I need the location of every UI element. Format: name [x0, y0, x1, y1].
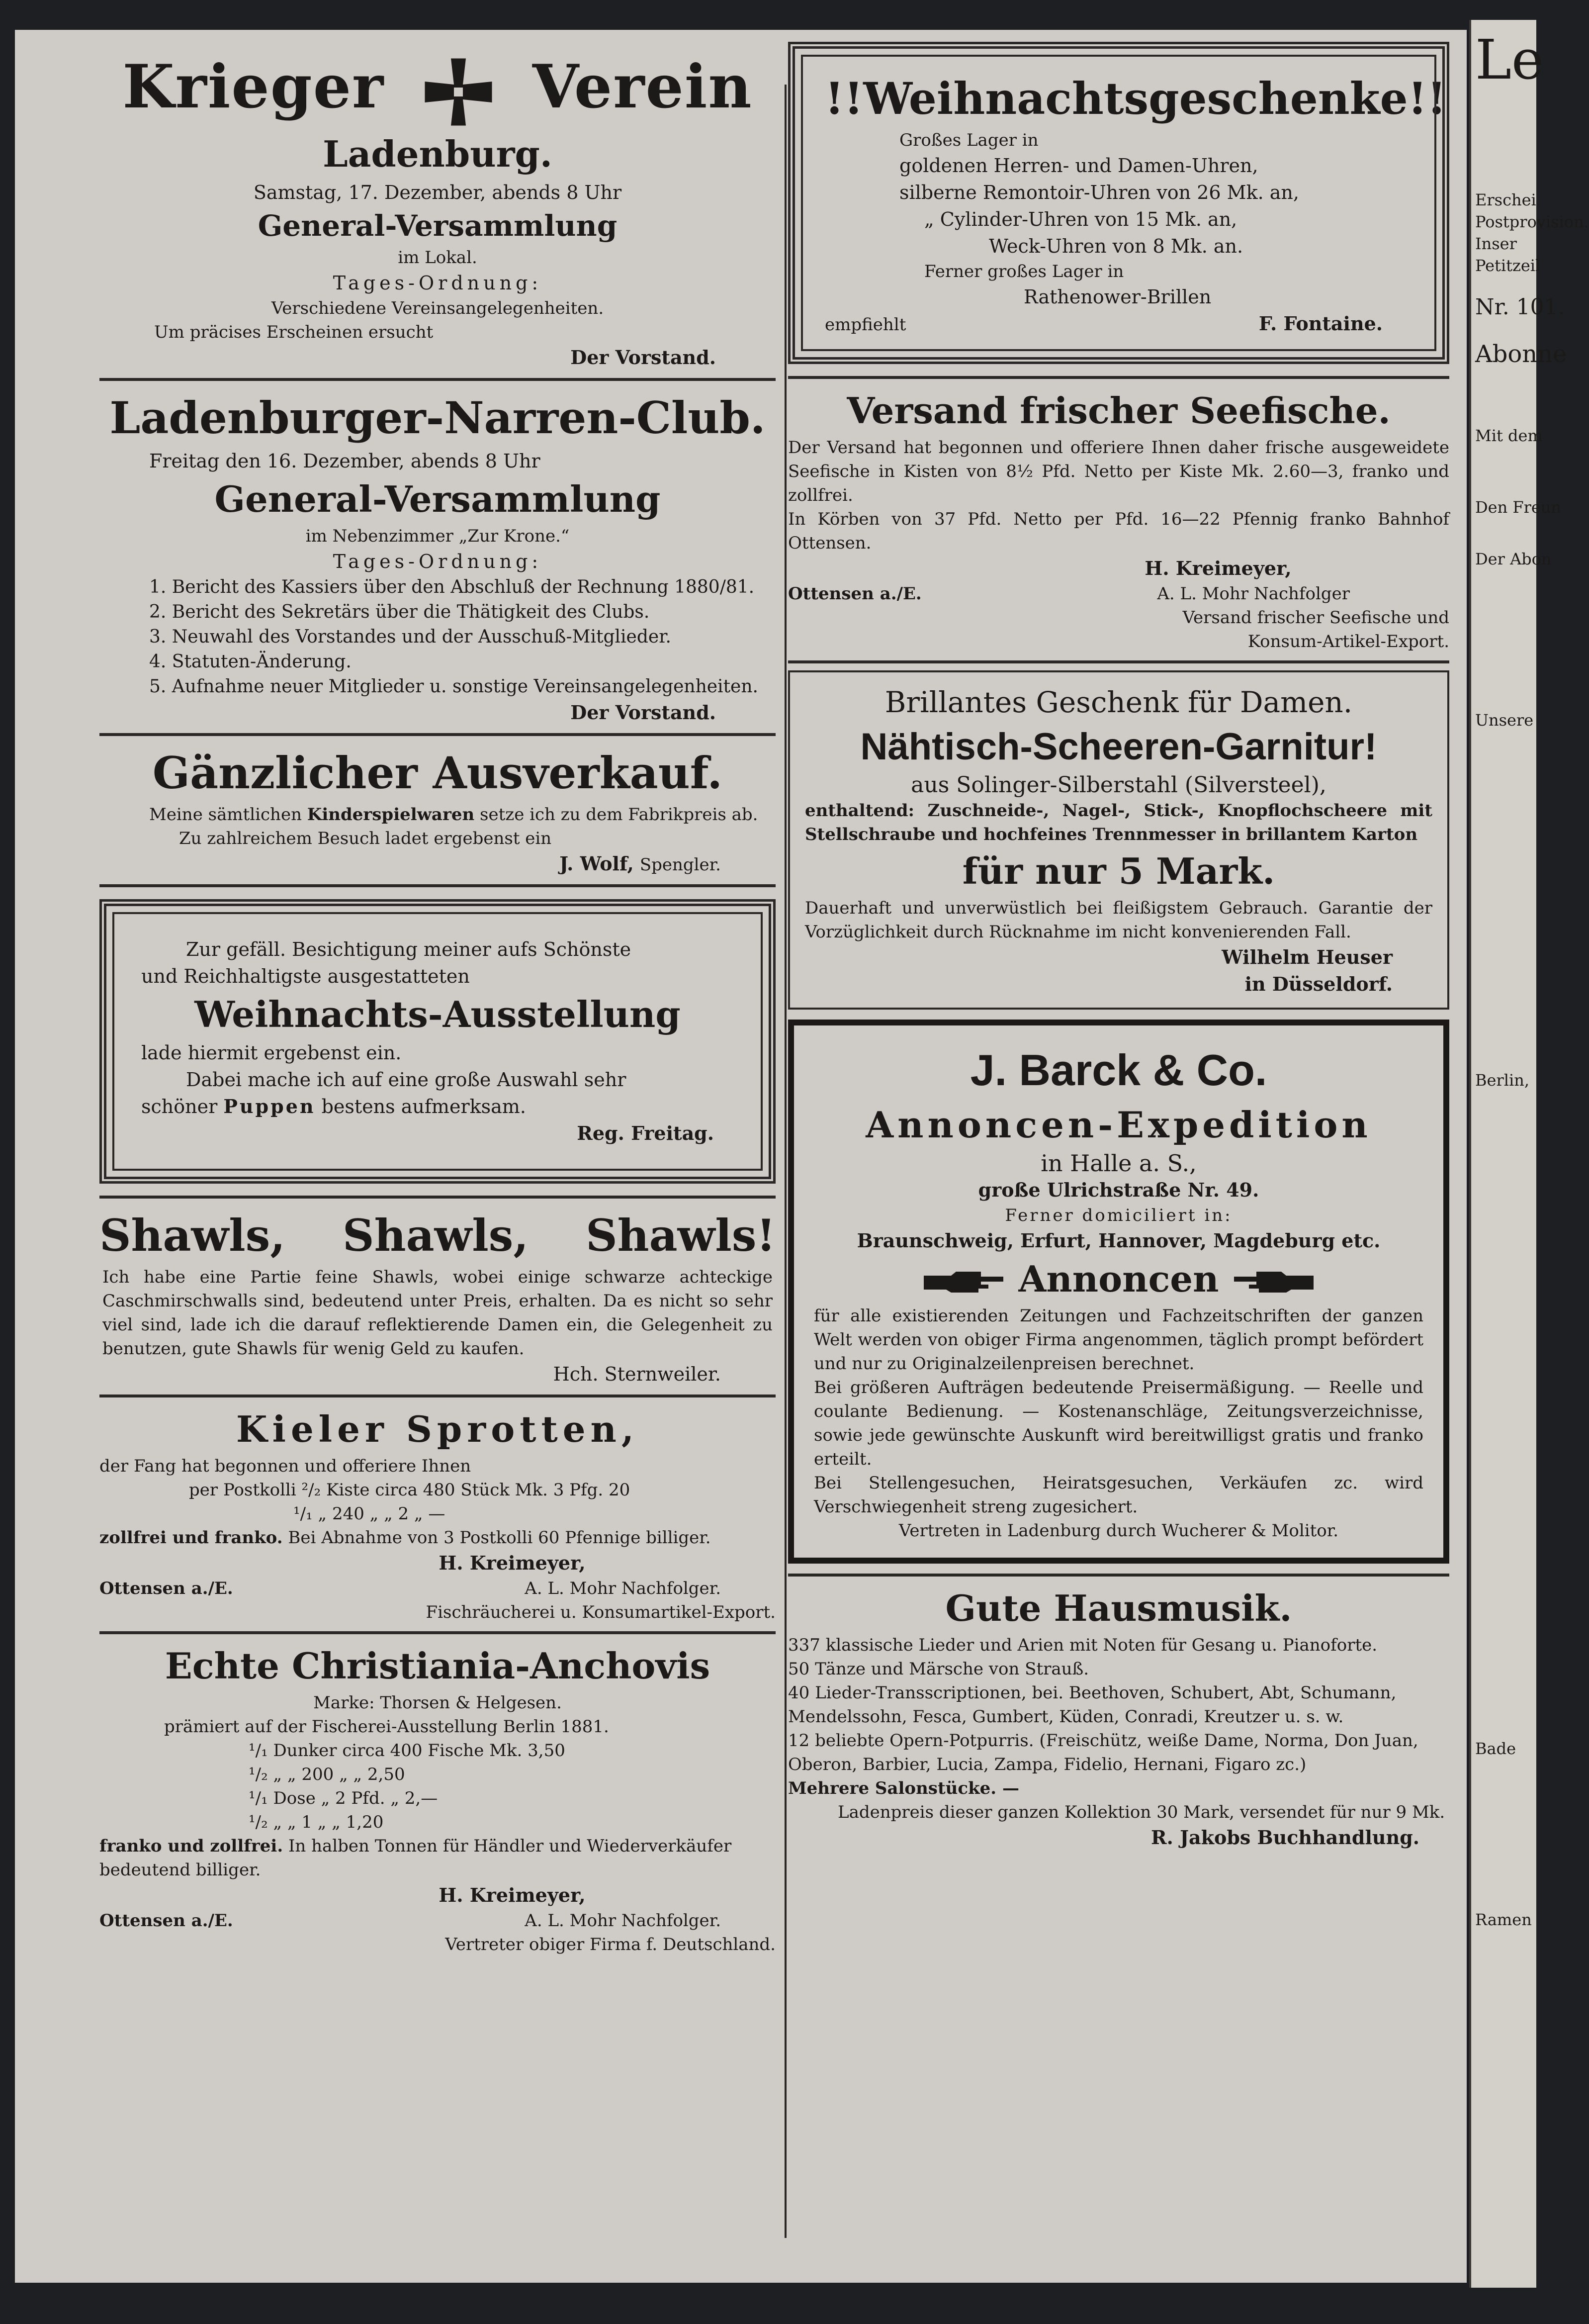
- adjacent-page-edge: [1469, 20, 1589, 2288]
- barck-branches: Braunschweig, Erfurt, Hannover, Magdeburg etc.: [857, 1229, 1381, 1252]
- hausmusik-item: 40 Lieder-Transscriptionen, bei. Beethoven, Schubert, Abt, Schumann, Mendelssohn, Fesca, Gumbert, Küden, Conradi, Kreutzer u. s. w.: [788, 1683, 1397, 1727]
- divider: [99, 733, 776, 736]
- weihnachts-line-3: lade hiermit ergebenst ein.: [141, 1041, 402, 1064]
- shawls-word: Shawls,: [343, 1209, 529, 1261]
- ad-hausmusik: [788, 1583, 1449, 1851]
- hausmusik-item: 337 klassische Lieder und Arien mit Noten für Gesang u. Pianoforte.: [788, 1635, 1378, 1655]
- hausmusik-signature: R. Jakobs Buchhandlung.: [1151, 1826, 1419, 1849]
- weihnachts-line-2: und Reichhaltigste ausgestatteten: [141, 965, 470, 987]
- ausverkauf-text-3: Zu zahlreichem Besuch ladet ergebenst ein: [179, 828, 552, 848]
- anchovis-sig-name: H. Kreimeyer,: [439, 1883, 586, 1906]
- list-item: 5. Aufnahme neuer Mitglieder u. sonstige Vereinsangelegenheiten.: [149, 676, 758, 697]
- weihnachts-signature: Reg. Freitag.: [577, 1121, 714, 1144]
- sprotten-place: Ottensen a./E.: [99, 1578, 233, 1598]
- weihnachts-line-5a: schöner: [141, 1095, 218, 1117]
- ausverkauf-text-2: setze ich zu dem Fabrikpreis ab.: [480, 804, 758, 825]
- edge-fragment: Der Abon: [1475, 550, 1552, 568]
- scheeren-sig-place: in Düsseldorf.: [1244, 973, 1393, 995]
- ad-narren-club: [99, 388, 776, 726]
- divider: [788, 1574, 1449, 1577]
- narren-event: General-Versammlung: [214, 477, 661, 520]
- seefische-text: Der Versand hat begonnen und offeriere Ihnen daher frische ausgeweidete Seefische in Kisten von 8½ Pfd. Netto per Kiste Mk. 2.60—3, franko und zollfrei.: [788, 438, 1449, 505]
- seefische-text-2: In Körben von 37 Pfd. Netto per Pfd. 16—22 Pfennig franko Bahnhof Ottensen.: [788, 509, 1449, 553]
- hausmusik-item: 50 Tänze und Märsche von Strauß.: [788, 1659, 1089, 1679]
- krieger-signature: Der Vorstand.: [570, 346, 716, 369]
- anchovis-terms-a: franko und zollfrei.: [99, 1836, 283, 1856]
- barck-banner-row: [814, 1254, 1423, 1304]
- narren-location: im Nebenzimmer „Zur Krone.“: [305, 526, 570, 546]
- anchovis-sig-row: [99, 1909, 776, 1933]
- krieger-place: Ladenburg.: [323, 132, 552, 175]
- sprotten-line-1: der Fang hat begonnen und offeriere Ihnen: [99, 1456, 471, 1476]
- anchovis-price: ¹/₂ „ „ 200 „ „ 2,50: [249, 1764, 405, 1784]
- narren-agenda-label: Tages-Ordnung:: [333, 550, 542, 572]
- krieger-location: im Lokal.: [398, 247, 477, 268]
- shawls-signature: Hch. Sternweiler.: [553, 1363, 721, 1385]
- right-column: [788, 30, 1449, 1851]
- anchovis-price: ¹/₁ Dose „ 2 Pfd. „ 2,—: [249, 1788, 438, 1808]
- barck-text-4: Vertreten in Ladenburg durch Wucherer & Molitor.: [898, 1521, 1339, 1541]
- edge-fragment: Berlin,: [1475, 1071, 1529, 1090]
- seefische-sig-trade: Versand frischer Seefische und Konsum-Artikel-Export.: [1182, 608, 1449, 651]
- weihnachts-line-5: [141, 1093, 734, 1120]
- scheeren-price: für nur 5 Mark.: [962, 850, 1275, 892]
- sprotten-line-4a: zollfrei und franko.: [99, 1527, 283, 1548]
- sprotten-line-4: [99, 1526, 776, 1550]
- ausverkauf-signature: J. Wolf,: [559, 852, 634, 875]
- left-column: [99, 30, 776, 1956]
- divider: [99, 378, 776, 381]
- scheeren-title: Nähtisch-Scheeren-Garnitur!: [860, 726, 1377, 768]
- barck-text-2: Bei größeren Aufträgen bedeutende Preisermäßigung. — Reelle und coulante Bedienung. — Kostenanschläge, Zeitungsverzeichnisse, sowie jede gewünschte Auskunft wird bereitwilligst gratis und franko erteilt.: [814, 1378, 1423, 1469]
- iron-cross-icon: [421, 55, 496, 129]
- anchovis-terms: [99, 1834, 776, 1882]
- scheeren-subtitle: aus Solinger-Silberstahl (Silversteel),: [911, 772, 1326, 798]
- divider: [99, 1631, 776, 1634]
- geschenke-sig-row: [825, 310, 1412, 337]
- krieger-title-right: Verein: [532, 52, 753, 122]
- barck-text-3: Bei Stellengesuchen, Heiratsgesuchen, Verkäufen zc. wird Verschwiegenheit streng zugesichert.: [814, 1473, 1423, 1517]
- anchovis-sig-note: Vertreter obiger Firma f. Deutschland.: [445, 1934, 776, 1954]
- barck-subtitle: Annoncen-Expedition: [866, 1104, 1372, 1146]
- divider: [99, 1196, 776, 1199]
- geschenke-signature: F. Fontaine.: [1258, 312, 1383, 335]
- edge-fragment: Abonne: [1475, 340, 1567, 368]
- ad-weihnachtsgeschenke: [788, 42, 1449, 364]
- anchovis-price: ¹/₂ „ „ 1 „ „ 1,20: [249, 1812, 384, 1832]
- ausverkauf-text-1: Meine sämtlichen: [149, 804, 302, 825]
- divider: [99, 1394, 776, 1397]
- edge-fragment: Erschei: [1475, 190, 1536, 209]
- sprotten-line-3: ¹/₁ „ 240 „ „ 2 „ —: [293, 1503, 445, 1524]
- weihnachts-line-5b: Puppen: [223, 1095, 316, 1117]
- edge-fragment: Postprovision.: [1475, 212, 1589, 231]
- scheeren-sig-name: Wilhelm Heuser: [1222, 946, 1393, 968]
- ausverkauf-trade: Spengler.: [639, 854, 721, 875]
- barck-banner: Annoncen: [1018, 1258, 1219, 1300]
- list-item: 3. Neuwahl des Vorstandes und der Ausschuß-Mitglieder.: [149, 626, 671, 647]
- ausverkauf-text-bold: Kinderspielwaren: [307, 804, 475, 825]
- hausmusik-title: Gute Hausmusik.: [945, 1587, 1292, 1629]
- weihnachts-line-1: Zur gefäll. Besichtigung meiner aufs Schönste: [186, 938, 631, 960]
- pointing-hand-right-icon: [921, 1270, 1006, 1295]
- ausverkauf-title: Gänzlicher Ausverkauf.: [152, 746, 723, 799]
- ausverkauf-text: [99, 803, 776, 827]
- krieger-date: Samstag, 17. Dezember, abends 8 Uhr: [253, 181, 622, 203]
- krieger-agenda: Verschiedene Vereinsangelegenheiten.: [271, 298, 604, 318]
- hausmusik-item: Mehrere Salonstücke. —: [788, 1778, 1019, 1798]
- ad-ausverkauf: [99, 743, 776, 877]
- anchovis-place: Ottensen a./E.: [99, 1910, 233, 1931]
- edge-fragment: Den Freun: [1475, 498, 1562, 517]
- list-item: 1. Bericht des Kassiers über den Abschluß der Rechnung 1880/81.: [149, 576, 755, 597]
- narren-date: Freitag den 16. Dezember, abends 8 Uhr: [149, 450, 540, 472]
- sprotten-sig-row: [99, 1577, 776, 1600]
- edge-fragment: Petitzeil: [1475, 256, 1541, 275]
- edge-fragment: Unsere: [1475, 711, 1534, 730]
- barck-city: in Halle a. S.,: [1041, 1150, 1197, 1177]
- narren-title: Ladenburger-Narren-Club.: [109, 391, 766, 444]
- hausmusik-price-line: Ladenpreis dieser ganzen Kollektion 30 Mark, versendet für nur 9 Mk.: [838, 1802, 1445, 1822]
- edge-fragment: Nr. 101.: [1475, 294, 1565, 320]
- edge-fragment: Ramen: [1475, 1910, 1532, 1929]
- ad-weihnachts-ausstellung: [99, 899, 776, 1184]
- anchovis-award: prämiert auf der Fischerei-Ausstellung Berlin 1881.: [164, 1716, 609, 1737]
- sprotten-line-4b: Bei Abnahme von 3 Postkolli 60 Pfennige billiger.: [288, 1527, 711, 1548]
- list-item: 4. Statuten-Änderung.: [149, 651, 352, 672]
- krieger-title: [99, 50, 776, 129]
- shawls-text: Ich habe eine Partie feine Shawls, wobei einige schwarze achteckige Caschmirschwalls sind, bedeutend unter Preis, erhalten. Da es nicht so sehr viel sind, lade ich die darauf reflektierende Damen ein, die Gelegenheit zu benutzen, gute Shawls für wenig Geld zu kaufen.: [102, 1267, 773, 1359]
- barck-street: große Ulrichstraße Nr. 49.: [978, 1179, 1259, 1201]
- ad-scheeren-garnitur: [788, 670, 1449, 1010]
- ad-barck-annoncen: [788, 1020, 1449, 1564]
- edge-fragment: Mit dem: [1475, 426, 1543, 445]
- seefische-sig-name: H. Kreimeyer,: [1145, 557, 1292, 579]
- column-divider: [785, 85, 787, 2238]
- narren-agenda-list: [99, 575, 776, 699]
- ad-kieler-sprotten: [99, 1404, 776, 1624]
- sprotten-title: Kieler Sprotten,: [236, 1407, 639, 1450]
- seefische-place: Ottensen a./E.: [788, 584, 922, 604]
- ad-seefische: [788, 386, 1449, 653]
- pointing-hand-left-icon: [1232, 1270, 1316, 1295]
- sprotten-line-2: per Postkolli ²/₂ Kiste circa 480 Stück Mk. 3 Pfg. 20: [189, 1480, 630, 1500]
- anchovis-brand: Marke: Thorsen & Helgesen.: [313, 1692, 562, 1713]
- geschenke-title: !!Weihnachtsgeschenke!!: [825, 73, 1446, 124]
- barck-branches-label: Ferner domiciliert in:: [1005, 1206, 1233, 1225]
- ad-krieger-verein: [99, 30, 776, 371]
- sprotten-sig-firm: A. L. Mohr Nachfolger.: [525, 1578, 721, 1598]
- barck-text-1: für alle existierenden Zeitungen und Fachzeitschriften der ganzen Welt werden von obiger Firma angenommen, täglich prompt befördert und nur zu Originalzeilenpreisen berechnet.: [814, 1306, 1423, 1374]
- newspaper-page: [15, 30, 1467, 2283]
- anchovis-title: Echte Christiania-Anchovis: [165, 1644, 710, 1687]
- krieger-note: Um präcises Erscheinen ersucht: [154, 322, 434, 342]
- list-item: 2. Bericht des Sekretärs über die Thätigkeit des Clubs.: [149, 601, 650, 622]
- krieger-title-left: Krieger: [122, 52, 385, 122]
- divider: [788, 376, 1449, 379]
- shawls-title: [99, 1206, 776, 1265]
- scheeren-kicker: Brillantes Geschenk für Damen.: [884, 685, 1353, 719]
- hausmusik-item: 12 beliebte Opern-Potpurris. (Freischütz, weiße Dame, Norma, Don Juan, Oberon, Barbier, Lucia, Zampa, Fidelio, Hernani, Figaro zc.): [788, 1731, 1418, 1774]
- shawls-word: Shawls,: [99, 1209, 285, 1261]
- narren-signature: Der Vorstand.: [570, 701, 716, 724]
- anchovis-price: ¹/₁ Dunker circa 400 Fische Mk. 3,50: [249, 1740, 565, 1761]
- ad-shawls: [99, 1206, 776, 1388]
- geschenke-line: Ferner großes Lager in: [924, 262, 1124, 281]
- divider: [99, 884, 776, 887]
- geschenke-line: Rathenower-Brillen: [1024, 286, 1212, 308]
- geschenke-recommend: empfiehlt: [825, 315, 906, 335]
- sprotten-sig-trade: Fischräucherei u. Konsumartikel-Export.: [426, 1602, 776, 1622]
- scheeren-guarantee: Dauerhaft und unverwüstlich bei fleißigstem Gebrauch. Garantie der Vorzüglichkeit durch Rücknahme im nicht konvenierenden Fall.: [805, 898, 1432, 942]
- geschenke-line: Großes Lager in: [899, 130, 1039, 150]
- seefische-sig-row: [788, 582, 1449, 606]
- anchovis-terms-b: In halben Tonnen für Händler und Wiederverkäufer bedeutend billiger.: [99, 1836, 732, 1880]
- scheeren-contents: enthaltend: Zuschneide-, Nagel-, Stick-, Knopflochscheere mit Stellschraube und hochfeines Trennmesser in brillantem Karton: [805, 801, 1432, 844]
- geschenke-line: „ Cylinder-Uhren von 15 Mk. an,: [924, 208, 1237, 230]
- weihnachts-line-4: Dabei mache ich auf eine große Auswahl sehr: [186, 1068, 626, 1091]
- geschenke-line: goldenen Herren- und Damen-Uhren,: [899, 155, 1258, 177]
- barck-title: J. Barck & Co.: [970, 1045, 1267, 1095]
- ad-anchovis: [99, 1641, 776, 1956]
- anchovis-sig-firm: A. L. Mohr Nachfolger.: [525, 1910, 721, 1931]
- weihnachts-line-5c: bestens aufmerksam.: [321, 1095, 526, 1117]
- edge-fragment: Inser: [1475, 234, 1517, 253]
- seefische-sig-firm: A. L. Mohr Nachfolger: [1157, 584, 1350, 604]
- shawls-word: Shawls!: [586, 1209, 776, 1261]
- sprotten-sig-name: H. Kreimeyer,: [439, 1551, 586, 1574]
- edge-fragment: Le: [1475, 28, 1544, 92]
- krieger-agenda-label: Tages-Ordnung:: [333, 272, 542, 294]
- ausverkauf-signature-line: [99, 850, 776, 877]
- edge-fragment: Bade: [1475, 1739, 1516, 1758]
- weihnachts-title: Weihnachts-Ausstellung: [194, 993, 681, 1035]
- divider: [788, 660, 1449, 663]
- krieger-event: General-Versammlung: [258, 208, 618, 243]
- geschenke-line: silberne Remontoir-Uhren von 26 Mk. an,: [899, 182, 1299, 203]
- geschenke-line: Weck-Uhren von 8 Mk. an.: [989, 235, 1243, 257]
- seefische-title: Versand frischer Seefische.: [847, 389, 1391, 432]
